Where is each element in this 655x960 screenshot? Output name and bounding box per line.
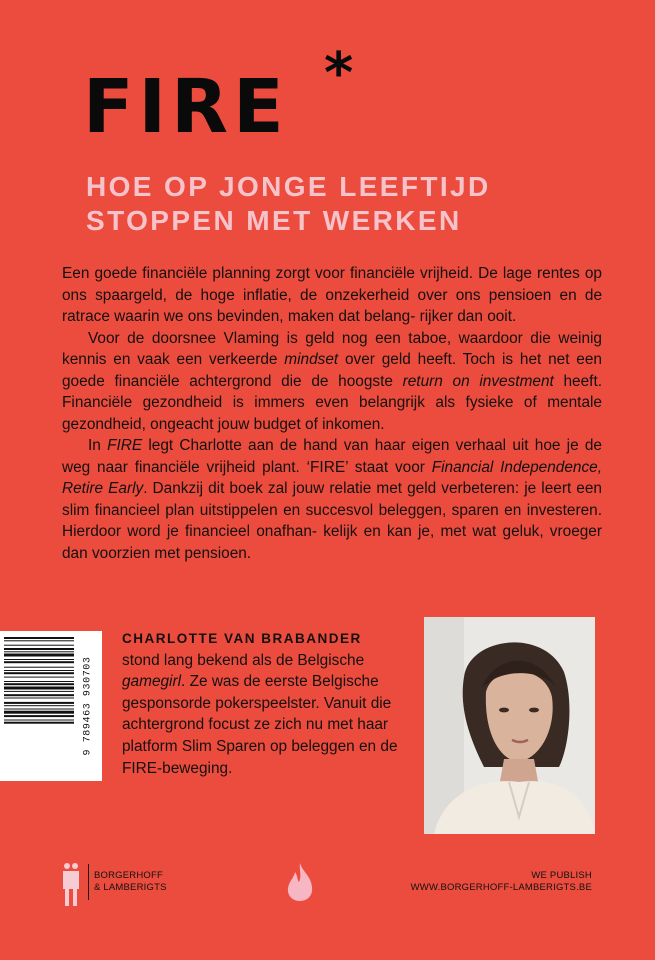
blurb-p2-roi: return on investment: [402, 372, 554, 390]
publisher-name: [94, 870, 167, 894]
barcode-bar: [4, 651, 74, 652]
blurb-paragraph-3: [62, 435, 602, 564]
barcode-bar: [4, 687, 74, 690]
barcode-bar: [4, 709, 74, 710]
blurb-p3-text-b: legt Charlotte aan de hand van haar eigen verhaal uit hoe je de weg naar financiële vrijheid plant. ‘FIRE’ staat voor: [62, 437, 602, 476]
blurb-paragraph-2: [62, 328, 602, 436]
author-name: CHARLOTTE VAN BRABANDER: [122, 631, 362, 646]
barcode-bar: [4, 645, 74, 646]
barcode-bar: [4, 637, 74, 639]
publisher-website: [411, 870, 592, 894]
blurb-p3-expansion: Financial Independence, Retire Early: [62, 458, 602, 497]
website-url: WWW.BORGERHOFF-LAMBERIGTS.BE: [410, 882, 592, 893]
barcode-bar: [4, 648, 74, 650]
barcode-bar: [4, 681, 74, 682]
book-title: FIRE: [83, 64, 289, 150]
author-bio-text: [122, 650, 412, 780]
publisher-logo-icon: [60, 862, 82, 908]
barcode-bar: [4, 702, 74, 704]
barcode-bar: [4, 654, 74, 657]
barcode-bar: [4, 672, 74, 674]
subtitle-line-1: HOE OP JONGE LEEFTIJD: [86, 171, 491, 202]
barcode-bar: [4, 659, 74, 660]
isbn-barcode: [0, 631, 102, 781]
barcode-bars: [0, 631, 78, 781]
author-bio-b: . Ze was de eerste Belgische gesponsorde pokerspeelster. Vanuit die achtergrond focust ze zich nu met haar platform Slim Sparen op beleggen en de FIRE-beweging.: [122, 673, 398, 777]
barcode-bar: [4, 683, 74, 685]
book-subtitle: [86, 170, 566, 238]
barcode-bar: [4, 705, 74, 706]
title-asterisk: *: [324, 41, 354, 106]
barcode-bar: [4, 640, 74, 641]
author-bio-gamegirl: gamegirl: [122, 673, 182, 691]
author-bio-a: stond lang bekend als de Belgische: [122, 651, 365, 669]
barcode-bar: [4, 694, 74, 696]
author-bio: [122, 628, 412, 779]
author-photo: [424, 617, 595, 834]
barcode-bar: [4, 720, 74, 721]
blurb-p2-mindset: mindset: [284, 351, 339, 368]
blurb: [62, 263, 602, 564]
isbn-number: 9 789463 930703: [82, 656, 94, 756]
flame-icon: [285, 862, 315, 902]
publisher-line-2: & LAMBERIGTS: [94, 882, 167, 893]
publisher-tagline: WE PUBLISH: [531, 870, 592, 881]
barcode-bar: [4, 722, 74, 724]
footer-divider: [88, 864, 89, 900]
blurb-paragraph-1: Een goede financiële planning zorgt voor financiële vrijheid. De lage rentes op ons spaargeld, de hoge inflatie, de onzekerheid over ons pensioen en de ratrace waarin we ons bevinden, maken dat belang- rijker dan ooit.: [62, 265, 602, 325]
blurb-p2-text-a: Voor de doorsnee Vlaming is geld nog een taboe, waardoor die weinig kennis en vaak een verkeerde: [62, 329, 602, 368]
barcode-bar: [4, 698, 74, 699]
barcode-bar: [4, 711, 74, 714]
publisher-line-1: BORGERHOFF: [94, 870, 164, 881]
blurb-p3-text-c: . Dankzij dit boek zal jouw relatie met geld verbeteren: je leert een slim financieel plan uitstippelen en succesvol beleggen, sparen en investeren. Hierdoor word je financieel onafhan- kelijk en kan je, met wat geluk, vroeger dan voorzien met pensioen.: [62, 480, 602, 562]
barcode-bar: [4, 715, 74, 717]
blurb-p3-fire: FIRE: [107, 437, 143, 454]
barcode-bar: [4, 677, 74, 678]
blurb-p2-text-b: over geld heeft. Toch is het net een goede financiële achtergrond die de hoogste: [62, 351, 602, 390]
subtitle-line-2: STOPPEN MET WERKEN: [86, 205, 462, 236]
barcode-bar: [4, 691, 74, 692]
author-portrait-image: [424, 617, 595, 834]
blurb-p2-text-c: heeft. Financiële gezondheid is immers even belangrijk als fysieke of mentale gezondheid, ongeacht jouw budget of inkomen.: [62, 372, 602, 433]
barcode-bar: [4, 667, 74, 668]
blurb-p3-text-a: In: [88, 437, 108, 454]
barcode-bar: [4, 670, 74, 671]
barcode-bar: [4, 661, 74, 663]
